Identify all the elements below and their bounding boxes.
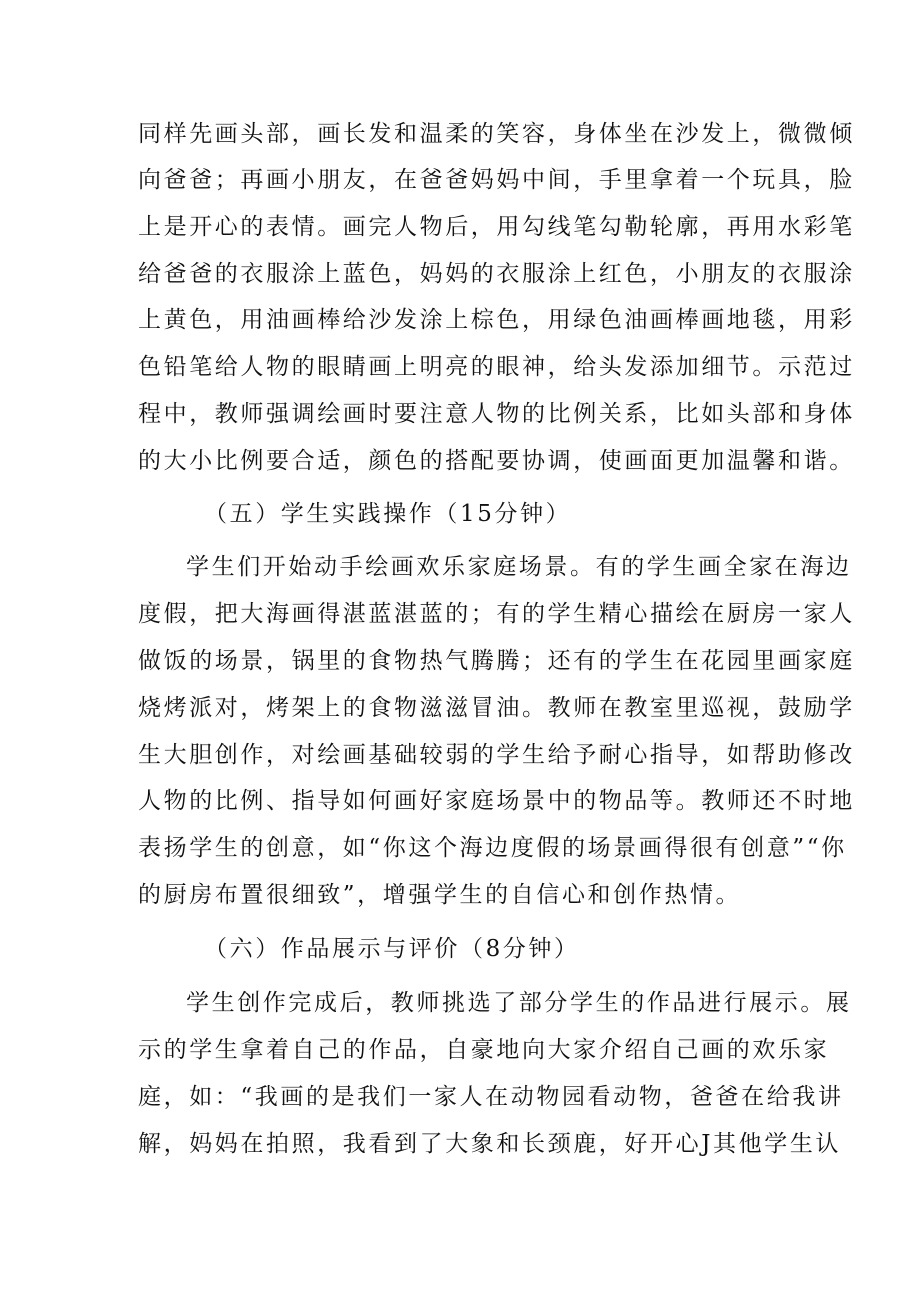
paragraph-line: 同样先画头部，画长发和温柔的笑容，身体坐在沙发上，微微倾 bbox=[138, 121, 855, 147]
paragraph-line: 生大胆创作，对绘画基础较弱的学生给予耐心指导，如帮助修改 bbox=[138, 742, 855, 768]
paragraph-line: 向爸爸；再画小朋友，在爸爸妈妈中间，手里拿着一个玩具，脸 bbox=[138, 167, 855, 193]
paragraph-line: 程中，教师强调绘画时要注意人物的比例关系，比如头部和身体 bbox=[138, 401, 855, 427]
paragraph-line: 烧烤派对，烤架上的食物滋滋冒油。教师在教室里巡视，鼓励学 bbox=[138, 695, 855, 721]
paragraph-line: 做饭的场景，锅里的食物热气腾腾；还有的学生在花园里画家庭 bbox=[138, 648, 855, 674]
paragraph-line: 色铅笔给人物的眼睛画上明亮的眼神，给头发添加细节。示范过 bbox=[138, 354, 855, 380]
paragraph-line: 学生创作完成后，教师挑选了部分学生的作品进行展示。展 bbox=[186, 990, 852, 1016]
paragraph-line: 学生们开始动手绘画欢乐家庭场景。有的学生画全家在海边 bbox=[186, 554, 852, 580]
section-heading-5: （五）学生实践操作（15分钟） bbox=[204, 501, 572, 527]
paragraph-line: 上黄色，用油画棒给沙发涂上棕色，用绿色油画棒画地毯，用彩 bbox=[138, 307, 855, 333]
paragraph-line: 度假，把大海画得湛蓝湛蓝的；有的学生精心描绘在厨房一家人 bbox=[138, 601, 855, 627]
paragraph-line: 庭，如：“我画的是我们一家人在动物园看动物，爸爸在给我讲 bbox=[138, 1084, 844, 1110]
paragraph-line: 的厨房布置很细致”，增强学生的自信心和创作热情。 bbox=[138, 882, 742, 908]
paragraph-line: 的大小比例要合适，颜色的搭配要协调，使画面更加温馨和谐。 bbox=[138, 448, 855, 474]
section-heading-6: （六）作品展示与评价（8分钟） bbox=[204, 936, 580, 962]
paragraph-line: 示的学生拿着自己的作品，自豪地向大家介绍自己画的欢乐家 bbox=[138, 1037, 830, 1063]
paragraph-line: 解，妈妈在拍照，我看到了大象和长颈鹿，好开心J其他学生认 bbox=[138, 1131, 842, 1157]
paragraph-line: 表扬学生的创意，如“你这个海边度假的场景画得很有创意”“你 bbox=[138, 835, 847, 861]
paragraph-line: 给爸爸的衣服涂上蓝色，妈妈的衣服涂上红色，小朋友的衣服涂 bbox=[138, 261, 855, 287]
paragraph-line: 人物的比例、指导如何画好家庭场景中的物品等。教师还不时地 bbox=[138, 788, 855, 814]
paragraph-line: 上是开心的表情。画完人物后，用勾线笔勾勒轮廓，再用水彩笔 bbox=[138, 214, 855, 240]
